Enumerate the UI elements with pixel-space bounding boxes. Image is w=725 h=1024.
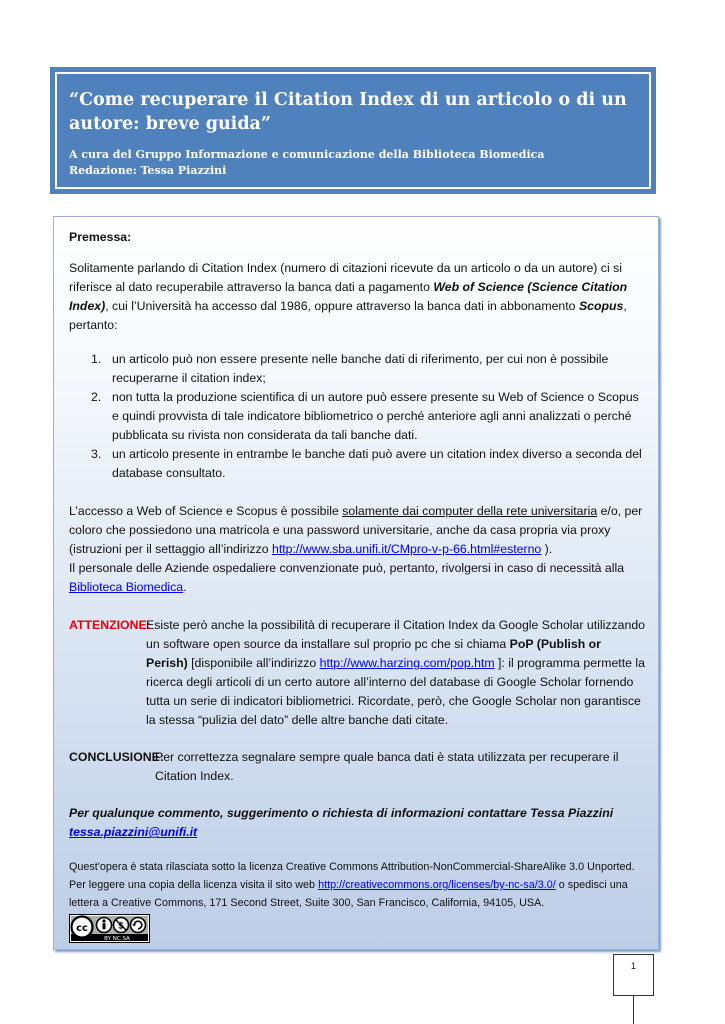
list-number: 3. xyxy=(91,447,102,461)
intro-paragraph xyxy=(69,259,646,335)
intro-text-3: , pertanto: xyxy=(69,299,627,332)
contact-paragraph xyxy=(69,804,646,842)
badge-label: BY NC SA xyxy=(104,936,130,942)
page-number: 1 xyxy=(613,954,654,996)
credits-editor: Redazione: Tessa Piazzini xyxy=(69,164,227,177)
proxy-link[interactable]: http://www.sba.unifi.it/CMpro-v-p-66.html#esterno xyxy=(271,542,542,556)
page-number-line xyxy=(633,996,634,1024)
list-item xyxy=(69,445,646,483)
contact-text: Per qualunque commento, suggerimento o richiesta di informazioni contattare Tessa Piazzini xyxy=(69,806,614,820)
contact-email-link[interactable]: tessa.piazzini@unifi.it xyxy=(69,825,198,839)
content-panel xyxy=(53,216,659,950)
pop-name: PoP (Publish or Perish) xyxy=(146,637,601,670)
list-number: 1. xyxy=(91,352,102,366)
reasons-list xyxy=(69,350,646,483)
license-paragraph xyxy=(69,858,646,912)
license-text-1: Quest'opera è stata rilasciata sotto la licenza Creative Commons Attribution-NonCommercial-ShareAlike 3.0 Unported. Per leggere una copia della licenza visita il sito web xyxy=(69,861,635,891)
access-text-3: ). xyxy=(541,542,553,556)
pop-link[interactable]: http://www.harzing.com/pop.htm xyxy=(319,656,495,670)
wos-name: Web of Science (Science Citation Index) xyxy=(69,280,628,313)
scopus-name: Scopus xyxy=(578,299,624,313)
list-text: non tutta la produzione scientifica di un autore può essere presente su Web of Science o Scopus e quindi provvista di tale indicatore bibliometrico o perché anteriore agli anni analizzati o perché pubblicata su rivista non considerata da tali banche dati. xyxy=(112,390,639,442)
attention-text-2: [disponibile all’indirizzo xyxy=(187,656,320,670)
attention-text-3: ]: il programma permette la ricerca degli articoli di un certo autore all’interno del database di Google Scholar fornendo tutta un serie di indicatori bibliometrici. Ricordate, però, che Google Scholar non garantisce la stessa “pulizia del dato” delle altre banche dati citate. xyxy=(146,656,645,727)
attention-paragraph xyxy=(69,616,646,730)
staff-text-end: . xyxy=(183,580,187,594)
conclusion-paragraph xyxy=(69,748,646,786)
premessa-heading: Premessa: xyxy=(69,230,132,244)
credits-group: A cura del Gruppo Informazione e comunicazione della Biblioteca Biomedica xyxy=(69,148,545,161)
title-banner xyxy=(50,67,656,194)
list-item xyxy=(69,388,646,445)
access-paragraph xyxy=(69,502,646,597)
biblioteca-link[interactable]: Biblioteca Biomedica xyxy=(69,580,184,594)
document-credits xyxy=(69,147,637,179)
conclusion-label: CONCLUSIONE: xyxy=(69,750,164,764)
list-number: 2. xyxy=(91,390,102,404)
cc-by-nc-sa-badge-icon[interactable] xyxy=(69,914,150,943)
document-title: “Come recuperare il Citation Index di un articolo o di un autore: breve guida” xyxy=(69,90,627,134)
list-text: un articolo presente in entrambe le banche dati può avere un citation index diverso a seconda del database consultato. xyxy=(112,447,642,480)
conclusion-text: Per correttezza segnalare sempre quale banca dati è stata utilizzata per recuperare il Citation Index. xyxy=(155,750,619,783)
access-underlined: solamente dai computer della rete universitaria xyxy=(342,504,598,518)
intro-text-2: , cui l’Università ha accesso dal 1986, oppure attraverso la banca dati in abbonamento xyxy=(105,299,579,313)
staff-text: Il personale delle Aziende ospedaliere convenzionate può, pertanto, rivolgersi in caso di necessità alla xyxy=(69,561,625,575)
license-link[interactable]: http://creativecommons.org/licenses/by-nc-sa/3.0/ xyxy=(318,879,556,891)
license-text-2: o spedisci una lettera a Creative Commons, 171 Second Street, Suite 300, San Francisco, California, 94105, USA. xyxy=(69,879,628,909)
svg-text:cc: cc xyxy=(76,923,88,934)
access-text-1: L’accesso a Web of Science e Scopus è possibile xyxy=(69,504,343,518)
list-text: un articolo può non essere presente nelle banche dati di riferimento, per cui non è possibile recuperarne il citation index; xyxy=(112,352,609,385)
svg-text:$: $ xyxy=(117,921,125,932)
title-banner-frame xyxy=(55,72,651,189)
intro-text-1: Solitamente parlando di Citation Index (numero di citazioni ricevute da un articolo o da un autore) ci si riferisce al dato recuperabile attraverso la banca dati a pagamento xyxy=(69,261,622,294)
attention-text-1: Esiste però anche la possibilità di recuperare il Citation Index da Google Scholar utilizzando un software open source da installare sul proprio pc che si chiama xyxy=(146,618,645,651)
attention-label: ATTENZIONE: xyxy=(69,618,151,632)
access-text-2: e/o, per coloro che possiedono una matricola e una password universitarie, anche da casa propria via proxy (istruzioni per il settaggio all’indirizzo xyxy=(69,504,643,556)
list-item xyxy=(69,350,646,388)
